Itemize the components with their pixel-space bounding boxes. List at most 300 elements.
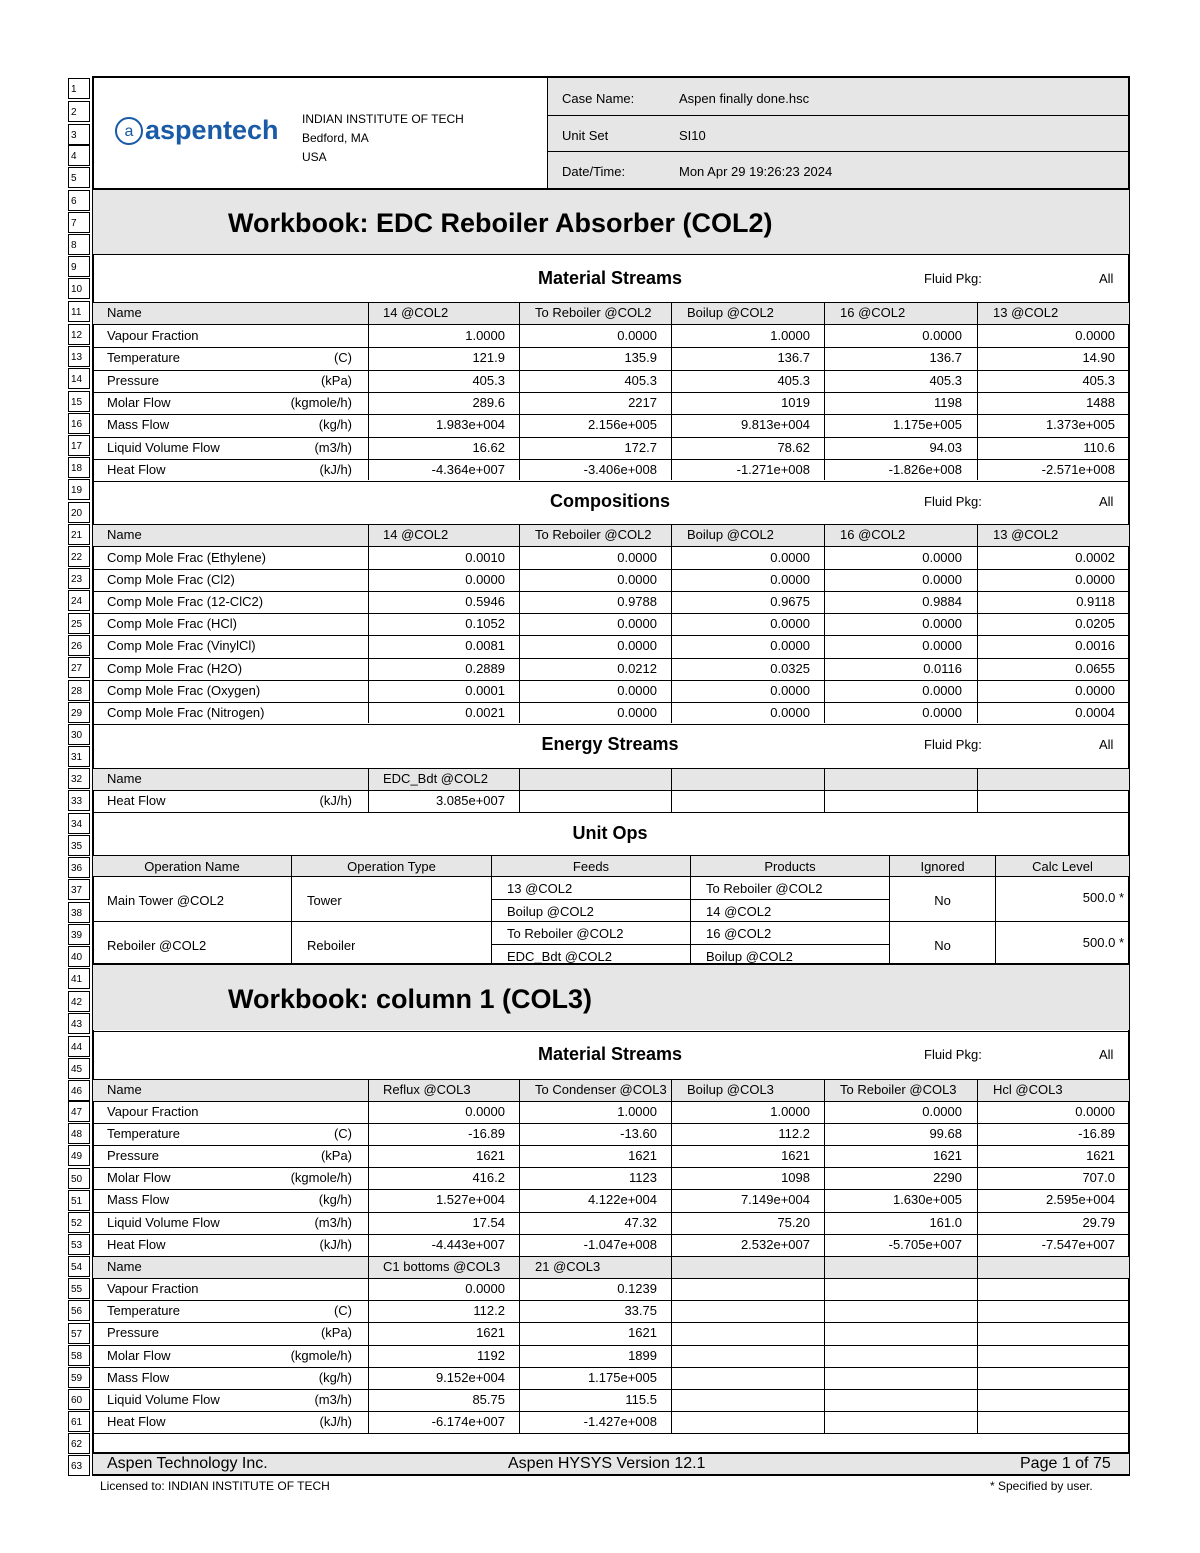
table-cell: 0.0010 <box>465 550 505 565</box>
row-number: 8 <box>68 234 90 255</box>
unit-ops-col-calc-level: Calc Level <box>1032 859 1093 874</box>
row-number: 7 <box>68 212 90 233</box>
divider <box>368 1256 369 1434</box>
row-label: Pressure <box>107 1325 160 1341</box>
table-cell: 1.983e+004 <box>435 417 505 433</box>
table-cell: 0.0001 <box>465 682 505 698</box>
divider <box>519 1079 520 1256</box>
divider <box>92 1123 1130 1124</box>
table-cell: 0.0000 <box>617 616 657 632</box>
datetime-label: Date/Time: <box>562 164 626 179</box>
table-cell: 0.9788 <box>617 594 657 610</box>
unit-ops-col-products: Products <box>764 859 816 874</box>
row-number: 17 <box>68 435 90 456</box>
case-name-label: Case Name: <box>562 91 635 106</box>
op-product: Boilup @COL2 <box>706 949 793 964</box>
column-header: Name <box>107 771 142 786</box>
licensed-to: Licensed to: INDIAN INSTITUTE OF TECH <box>100 1479 330 1493</box>
table-cell: 16.62 <box>472 439 505 455</box>
divider <box>368 302 369 480</box>
divider <box>368 1079 369 1256</box>
table-cell: 1019 <box>781 394 810 410</box>
table-cell: 9.813e+004 <box>740 417 810 433</box>
row-label: Molar Flow <box>107 394 171 410</box>
case-name-value: Aspen finally done.hsc <box>679 91 810 106</box>
row-label: Liquid Volume Flow <box>107 439 220 455</box>
row-unit: (C) <box>333 1126 352 1142</box>
table-cell: 2290 <box>933 1170 962 1186</box>
divider <box>977 524 978 723</box>
table-cell: 0.0000 <box>617 682 657 698</box>
row-unit: (kPa) <box>320 1148 352 1164</box>
table-cell: -2.571e+008 <box>1041 461 1115 477</box>
aspentech-logo-icon: a <box>115 117 143 145</box>
op-ignored: No <box>934 938 951 953</box>
divider <box>92 613 1130 614</box>
fluid-pkg-value: All <box>1099 494 1114 509</box>
row-unit: (kg/h) <box>318 1192 352 1208</box>
op-feed: EDC_Bdt @COL2 <box>507 949 612 964</box>
row-number: 3 <box>68 124 90 145</box>
divider <box>92 591 1130 592</box>
row-label: Comp Mole Frac (Oxygen) <box>107 682 261 698</box>
row-label: Molar Flow <box>107 1347 171 1363</box>
company-country: USA <box>302 150 327 164</box>
table-cell: 1.0000 <box>617 1104 657 1119</box>
table-cell: 0.9675 <box>770 594 810 610</box>
divider <box>92 414 1130 415</box>
table-cell: 0.0000 <box>922 638 962 654</box>
row-number: 42 <box>68 991 90 1012</box>
table-cell: 0.0325 <box>770 660 810 676</box>
row-unit: (kg/h) <box>318 1369 352 1385</box>
table-cell: 0.0000 <box>617 550 657 565</box>
table-cell: 0.0000 <box>617 572 657 588</box>
fluid-pkg-label: Fluid Pkg: <box>924 271 982 286</box>
table-cell: 0.0000 <box>617 638 657 654</box>
divider <box>92 921 1130 922</box>
table-cell: 1098 <box>781 1170 810 1186</box>
table-cell: 0.9118 <box>1076 594 1115 610</box>
table-cell: 7.149e+004 <box>740 1192 810 1208</box>
column-header: Reflux @COL3 <box>383 1082 471 1097</box>
table-cell: 0.0000 <box>922 682 962 698</box>
table-cell: 0.0000 <box>1075 328 1115 343</box>
table-cell: 17.54 <box>472 1214 505 1230</box>
row-label: Vapour Fraction <box>107 1281 199 1296</box>
divider <box>519 768 520 812</box>
divider <box>92 1278 1130 1279</box>
divider <box>92 1189 1130 1190</box>
table-cell: 2217 <box>628 394 657 410</box>
row-number: 60 <box>68 1389 90 1410</box>
divider <box>92 324 1130 325</box>
divider <box>92 876 1130 877</box>
divider <box>824 768 825 812</box>
table-cell: 33.75 <box>624 1303 657 1319</box>
row-number: 59 <box>68 1367 90 1388</box>
divider <box>977 1256 978 1434</box>
row-number: 51 <box>68 1190 90 1211</box>
column-header: 21 @COL3 <box>535 1259 601 1274</box>
table-cell: -4.443e+007 <box>431 1236 505 1252</box>
table-cell: 0.0205 <box>1075 616 1115 632</box>
company-name: INDIAN INSTITUTE OF TECH <box>302 112 464 126</box>
row-number: 41 <box>68 968 90 989</box>
table-cell: 1621 <box>628 1148 657 1164</box>
workbook-title-col3: Workbook: column 1 (COL3) <box>228 984 593 1014</box>
row-unit: (kgmole/h) <box>290 394 352 410</box>
row-number: 58 <box>68 1345 90 1366</box>
table-cell: 1621 <box>1086 1148 1115 1164</box>
row-number: 28 <box>68 680 90 701</box>
fluid-pkg-label: Fluid Pkg: <box>924 1047 982 1062</box>
fluid-pkg-label: Fluid Pkg: <box>924 737 982 752</box>
table-cell: 1198 <box>934 394 962 410</box>
table-cell: 0.0000 <box>770 638 810 654</box>
table-cell: 405.3 <box>624 372 657 388</box>
divider <box>92 1411 1130 1412</box>
table-cell: -1.271e+008 <box>736 461 810 477</box>
divider <box>92 724 1130 725</box>
divider <box>92 1167 1130 1168</box>
table-cell: 0.0000 <box>1075 682 1115 698</box>
divider <box>92 437 1130 438</box>
table-cell: 1.373e+005 <box>1045 417 1115 433</box>
table-cell: 0.0000 <box>465 1281 505 1296</box>
table-cell: 1621 <box>781 1148 810 1164</box>
row-number: 18 <box>68 457 90 478</box>
column-header: 14 @COL2 <box>383 527 449 542</box>
table-cell: 405.3 <box>777 372 810 388</box>
row-number: 11 <box>68 301 90 322</box>
table-cell: 289.6 <box>472 394 505 410</box>
table-cell: 2.156e+005 <box>587 417 657 433</box>
row-unit: (kJ/h) <box>319 461 352 477</box>
footer-page-number: Page 1 of 75 <box>1020 1455 1111 1472</box>
row-label: Liquid Volume Flow <box>107 1392 220 1407</box>
divider <box>977 1079 978 1256</box>
row-unit: (m3/h) <box>314 439 352 455</box>
table-cell: 0.9884 <box>922 594 962 610</box>
table-cell: 0.0000 <box>1075 572 1115 588</box>
table-cell: 1.0000 <box>770 328 810 343</box>
table-cell: 29.79 <box>1082 1214 1115 1230</box>
divider <box>519 524 520 723</box>
row-number: 47 <box>68 1101 90 1122</box>
column-header: 13 @COL2 <box>993 527 1059 542</box>
table-cell: -1.826e+008 <box>888 461 962 477</box>
row-number: 25 <box>68 613 90 634</box>
column-header: C1 bottoms @COL3 <box>383 1259 501 1274</box>
row-number: 10 <box>68 278 90 299</box>
divider <box>92 1433 1130 1434</box>
column-header: 13 @COL2 <box>993 305 1059 320</box>
unit-ops-col-feeds: Feeds <box>572 859 610 874</box>
row-number: 21 <box>68 524 90 545</box>
table-cell: 115.5 <box>625 1392 657 1407</box>
row-label: Liquid Volume Flow <box>107 1214 220 1230</box>
row-unit: (kgmole/h) <box>290 1347 352 1363</box>
row-unit: (kJ/h) <box>319 1236 352 1252</box>
divider <box>92 680 1130 681</box>
divider <box>92 459 1130 460</box>
divider <box>92 702 1130 703</box>
table-cell: -5.705e+007 <box>888 1236 962 1252</box>
row-number: 57 <box>68 1323 90 1344</box>
row-unit: (kJ/h) <box>319 1414 352 1430</box>
table-cell: 0.0000 <box>770 682 810 698</box>
row-number: 1 <box>68 78 90 99</box>
column-header: Boilup @COL3 <box>687 1082 774 1097</box>
table-cell: 0.0004 <box>1075 704 1115 720</box>
row-number: 33 <box>68 790 90 811</box>
row-number: 9 <box>68 256 90 277</box>
table-cell: 0.0655 <box>1075 660 1115 676</box>
row-unit: (m3/h) <box>314 1392 352 1407</box>
divider <box>977 302 978 480</box>
table-cell: 0.0000 <box>770 616 810 632</box>
row-label: Vapour Fraction <box>107 328 199 343</box>
unit-ops-col-operation-name: Operation Name <box>144 859 240 874</box>
row-number: 54 <box>68 1256 90 1277</box>
row-number: 2 <box>68 101 90 122</box>
table-cell: 0.0000 <box>922 616 962 632</box>
column-header: Name <box>107 305 142 320</box>
row-label: Pressure <box>107 1148 160 1164</box>
row-number: 4 <box>68 145 90 166</box>
table-cell: 1621 <box>933 1148 962 1164</box>
table-cell: 94.03 <box>929 439 962 455</box>
column-header: 16 @COL2 <box>840 305 906 320</box>
divider <box>92 1322 1130 1323</box>
table-cell: 0.0000 <box>465 572 505 588</box>
table-cell: 405.3 <box>929 372 962 388</box>
op-calc-level: 500.0 * <box>1082 890 1124 905</box>
table-cell: 0.5946 <box>465 594 505 610</box>
table-cell: 0.0000 <box>770 550 810 565</box>
table-cell: 2.532e+007 <box>740 1236 810 1252</box>
row-number: 34 <box>68 813 90 834</box>
footer-version: Aspen HYSYS Version 12.1 <box>508 1455 706 1472</box>
column-header: To Reboiler @COL3 <box>840 1082 957 1097</box>
column-header: Name <box>107 1259 142 1274</box>
divider <box>491 899 890 900</box>
row-number: 30 <box>68 724 90 745</box>
divider <box>368 524 369 723</box>
row-number: 36 <box>68 857 90 878</box>
table-cell: 172.7 <box>624 439 657 455</box>
section-title: Material Streams <box>537 268 683 288</box>
table-cell: 136.7 <box>929 350 962 366</box>
row-label: Mass Flow <box>107 1192 170 1208</box>
divider <box>92 635 1130 636</box>
table-cell: 0.0000 <box>465 1104 505 1119</box>
table-cell: 3.085e+007 <box>435 793 505 808</box>
table-cell: 9.152e+004 <box>435 1369 505 1385</box>
op-product: 14 @COL2 <box>706 904 772 919</box>
divider <box>824 302 825 480</box>
row-number: 62 <box>68 1433 90 1454</box>
table-cell: 0.0000 <box>922 1104 962 1119</box>
table-cell: 707.0 <box>1082 1170 1115 1186</box>
row-label: Temperature <box>107 350 180 366</box>
row-number: 16 <box>68 413 90 434</box>
table-cell: -13.60 <box>620 1126 657 1142</box>
table-cell: -3.406e+008 <box>583 461 657 477</box>
divider <box>824 1256 825 1434</box>
table-cell: 1.175e+005 <box>587 1369 657 1385</box>
column-header: Name <box>107 527 142 542</box>
table-cell: 78.62 <box>777 439 810 455</box>
divider <box>92 1367 1130 1368</box>
table-cell: 405.3 <box>1082 372 1115 388</box>
table-cell: 0.1239 <box>617 1281 657 1296</box>
divider <box>291 855 292 963</box>
row-label: Heat Flow <box>107 461 166 477</box>
divider <box>92 1101 1130 1102</box>
table-cell: 2.595e+004 <box>1045 1192 1115 1208</box>
divider <box>92 1212 1130 1213</box>
divider <box>92 347 1130 348</box>
table-cell: 0.0000 <box>617 704 657 720</box>
table-cell: 0.0000 <box>922 704 962 720</box>
divider <box>519 302 520 480</box>
row-number: 24 <box>68 590 90 611</box>
op-product: To Reboiler @COL2 <box>706 881 823 896</box>
divider <box>547 78 548 188</box>
row-number: 52 <box>68 1212 90 1233</box>
divider <box>92 392 1130 393</box>
op-feed: 13 @COL2 <box>507 881 573 896</box>
row-number: 49 <box>68 1145 90 1166</box>
table-cell: 1488 <box>1086 394 1115 410</box>
divider <box>92 546 1130 547</box>
row-number: 20 <box>68 502 90 523</box>
unit-ops-title: Unit Ops <box>572 823 648 843</box>
fluid-pkg-value: All <box>1099 1047 1114 1062</box>
table-cell: 1621 <box>476 1148 505 1164</box>
row-unit: (C) <box>333 350 352 366</box>
row-number: 43 <box>68 1013 90 1034</box>
table-cell: 121.9 <box>472 350 505 366</box>
divider <box>671 1256 672 1434</box>
table-cell: 1621 <box>628 1325 657 1341</box>
divider <box>92 370 1130 371</box>
row-label: Pressure <box>107 372 160 388</box>
unit-ops-col-ignored: Ignored <box>920 859 965 874</box>
table-cell: 135.9 <box>624 350 657 366</box>
row-number: 44 <box>68 1036 90 1057</box>
divider <box>671 1079 672 1256</box>
column-header: Name <box>107 1082 142 1097</box>
table-cell: 416.2 <box>472 1170 505 1186</box>
op-feed: To Reboiler @COL2 <box>507 926 624 941</box>
row-unit: (m3/h) <box>314 1214 352 1230</box>
unit-set-label: Unit Set <box>562 128 609 143</box>
column-header: To Condenser @COL3 <box>535 1082 667 1097</box>
table-cell: -1.427e+008 <box>583 1414 657 1430</box>
table-cell: 136.7 <box>777 350 810 366</box>
row-label: Comp Mole Frac (VinylCl) <box>107 638 256 654</box>
unit-set-value: SI10 <box>679 128 706 143</box>
table-cell: 99.68 <box>929 1126 962 1142</box>
row-unit: (kPa) <box>320 372 352 388</box>
row-unit: (kJ/h) <box>319 793 352 808</box>
column-header: Boilup @COL2 <box>687 527 774 542</box>
column-header: EDC_Bdt @COL2 <box>383 771 488 786</box>
table-cell: 0.0002 <box>1075 550 1115 565</box>
divider <box>92 1145 1130 1146</box>
row-number: 56 <box>68 1300 90 1321</box>
divider <box>368 768 369 812</box>
table-cell: 47.32 <box>624 1214 657 1230</box>
unit-ops-col-operation-type: Operation Type <box>347 859 436 874</box>
table-cell: 0.0000 <box>1075 1104 1115 1119</box>
row-unit: (kPa) <box>320 1325 352 1341</box>
specified-note: * Specified by user. <box>990 1479 1093 1493</box>
row-number: 19 <box>68 479 90 500</box>
divider <box>977 768 978 812</box>
divider <box>92 254 1130 255</box>
op-feed: Boilup @COL2 <box>507 904 594 919</box>
row-number: 13 <box>68 346 90 367</box>
divider <box>92 1300 1130 1301</box>
row-number: 35 <box>68 835 90 856</box>
row-number: 26 <box>68 635 90 656</box>
row-label: Temperature <box>107 1126 180 1142</box>
op-name: Reboiler @COL2 <box>107 938 207 953</box>
table-cell: 75.20 <box>777 1214 810 1230</box>
table-cell: 0.0116 <box>923 660 962 676</box>
row-number: 22 <box>68 546 90 567</box>
row-label: Comp Mole Frac (Cl2) <box>107 572 235 588</box>
table-cell: 112.2 <box>778 1126 810 1142</box>
footer-company: Aspen Technology Inc. <box>107 1455 268 1472</box>
divider <box>671 768 672 812</box>
divider <box>547 115 1130 116</box>
table-cell: 0.0000 <box>922 572 962 588</box>
row-label: Comp Mole Frac (12-ClC2) <box>107 594 264 610</box>
aspentech-logo <box>115 115 279 146</box>
company-city: Bedford, MA <box>302 131 369 145</box>
workbook-title-col2: Workbook: EDC Reboiler Absorber (COL2) <box>228 208 773 238</box>
row-label: Mass Flow <box>107 1369 170 1385</box>
row-number: 46 <box>68 1080 90 1101</box>
section-title: Material Streams <box>537 1044 683 1064</box>
table-cell: 161.0 <box>929 1214 962 1230</box>
row-number: 53 <box>68 1234 90 1255</box>
table-cell: 0.1052 <box>465 616 505 632</box>
divider <box>92 1389 1130 1390</box>
row-number: 32 <box>68 768 90 789</box>
column-header: To Reboiler @COL2 <box>535 305 652 320</box>
table-cell: 0.2889 <box>465 660 505 676</box>
divider <box>92 1234 1130 1235</box>
divider <box>92 1345 1130 1346</box>
op-name: Main Tower @COL2 <box>107 893 224 908</box>
table-cell: 1.0000 <box>770 1104 810 1119</box>
table-cell: 1.527e+004 <box>435 1192 505 1208</box>
table-cell: -16.89 <box>1078 1126 1115 1142</box>
column-header: 14 @COL2 <box>383 305 449 320</box>
divider <box>92 569 1130 570</box>
table-cell: 0.0000 <box>770 704 810 720</box>
company-info <box>302 110 464 167</box>
table-cell: 1899 <box>628 1347 657 1363</box>
row-label: Molar Flow <box>107 1170 171 1186</box>
divider <box>519 1256 520 1434</box>
